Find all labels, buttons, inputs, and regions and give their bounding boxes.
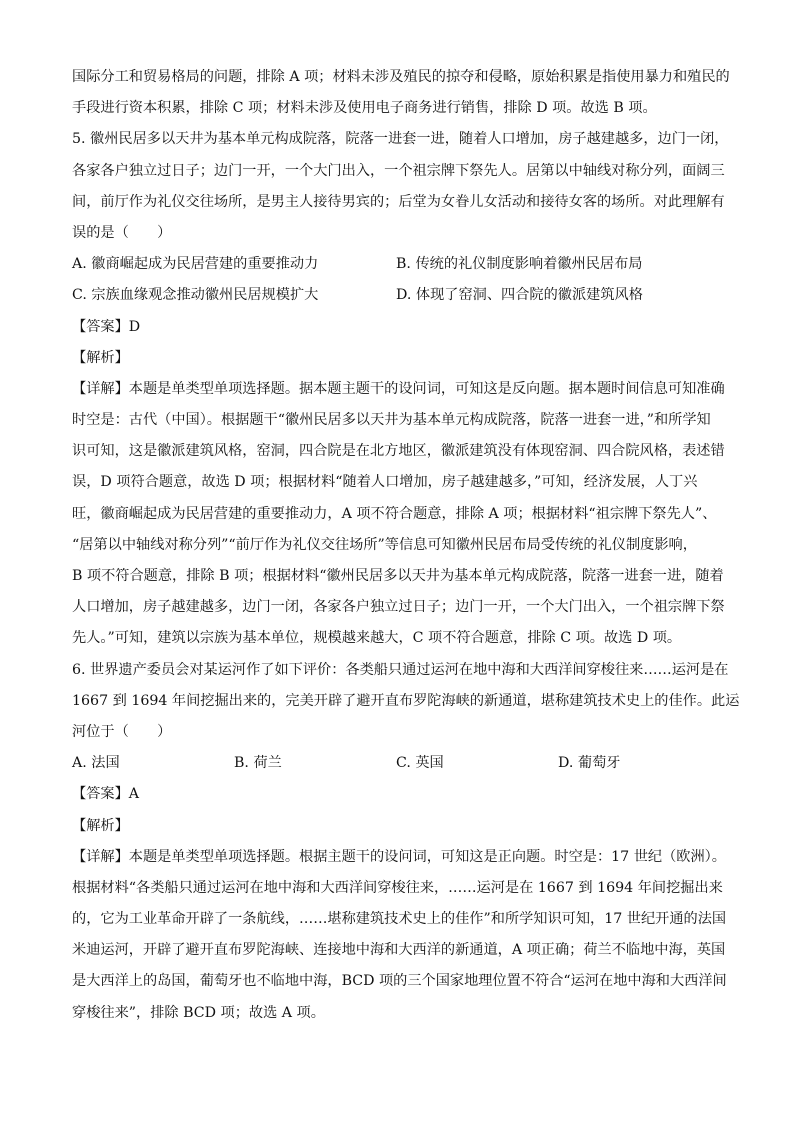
detail-line: “居第以中轴线对称分列”“前厅作为礼仪交往场所”等信息可知徽州民居布局受传统的礼仪制度影响， xyxy=(72,536,697,553)
detail-line: 先人。”可知，建筑以宗族为基本单位，规模越来越大，C 项不符合题意，排除 C 项。故选 D 项。 xyxy=(72,630,682,647)
question-stem-line: 误的是（ ） xyxy=(72,224,172,241)
option-row xyxy=(72,280,732,311)
question-6 xyxy=(72,655,740,1029)
detail-line: 穿梭往来”，排除 BCD 项；故选 A 项。 xyxy=(72,1004,325,1021)
question-stem-line: 1667 到 1694 年间挖掘出来的，完美开辟了避开直布罗陀海峡的新通道，堪称建筑技术史上的佳作。此运 xyxy=(72,692,740,709)
question-stem-line: 各家各户独立过日子；边门一开，一个大门出入，一个祖宗牌下祭先人。居第以中轴线对称分列，面阔三 xyxy=(72,162,725,179)
option-d: D. 体现了窑洞、四合院的徽派建筑风格 xyxy=(396,287,643,304)
answer-label: 【答案】D xyxy=(72,318,141,335)
document-page xyxy=(72,62,740,1029)
option-b: B. 传统的礼仪制度影响着徽州民居布局 xyxy=(396,256,643,273)
detail-line: 旺，徽商崛起成为民居营建的重要推动力，A 项不符合题意，排除 A 项；根据材料“祖宗牌下祭先人”、 xyxy=(72,505,717,522)
question-5 xyxy=(72,124,732,654)
question-stem-line: 6. 世界遗产委员会对某运河作了如下评价：各类船只通过运河在地中海和大西洋间穿梭往来……运河是在 xyxy=(72,661,729,678)
detail-line: 根据材料“各类船只通过运河在地中海和大西洋间穿梭往来，……运河是在 1667 到 1694 年间挖掘出来 xyxy=(72,879,723,896)
option-row xyxy=(72,249,732,280)
option-a: A. 法国 xyxy=(72,755,120,772)
option-row xyxy=(72,748,732,779)
answer-label: 【答案】A xyxy=(72,786,139,803)
detail-line: 【详解】本题是单类型单项选择题。据本题主题干的设问词，可知这是反向题。据本题时间信息可知准确 xyxy=(72,380,725,397)
question-stem-line: 5. 徽州民居多以天井为基本单元构成院落，院落一进套一进，随着人口增加，房子越建越多，边门一闭， xyxy=(72,131,729,148)
option-b: B. 荷兰 xyxy=(234,755,282,772)
detail-line: 是大西洋上的岛国，葡萄牙也不临地中海，BCD 项的三个国家地理位置不符合“运河在地中海和大西洋间 xyxy=(72,973,727,990)
detail-line: 时空是：古代（中国）。根据题干“徽州民居多以天井为基本单元构成院落，院落一进套一进，”和所学知 xyxy=(72,412,711,429)
text-line: 国际分工和贸易格局的问题，排除 A 项；材料未涉及殖民的掠夺和侵略，原始积累是指使用暴力和殖民的 xyxy=(72,69,730,85)
detail-line: 的，它为工业革命开辟了一条航线，……堪称建筑技术史上的佳作”和所学知识可知，17 世纪开通的法国 xyxy=(72,911,727,928)
question-stem-line: 河位于（ ） xyxy=(72,723,172,740)
detail-line: 米迪运河，开辟了避开直布罗陀海峡、连接地中海和大西洋的新通道，A 项正确；荷兰不临地中海，英国 xyxy=(72,942,726,959)
analysis-label: 【解析】 xyxy=(72,349,129,366)
option-a: A. 徽商崛起成为民居营建的重要推动力 xyxy=(72,256,319,273)
question-stem-line: 间，前厅作为礼仪交往场所，是男主人接待男宾的；后堂为女眷儿女活动和接待女客的场所。对此理解有 xyxy=(72,193,725,210)
option-d: D. 葡萄牙 xyxy=(558,755,621,772)
option-c: C. 宗族血缘观念推动徽州民居规模扩大 xyxy=(72,287,319,304)
detail-line: 误，D 项符合题意，故选 D 项；根据材料“随着人口增加，房子越建越多，”可知，经济发展，人丁兴 xyxy=(72,474,698,491)
detail-line: 【详解】本题是单类型单项选择题。根据主题干的设问词，可知这是正向题。时空是：17 世纪（欧洲）。 xyxy=(72,848,726,865)
option-c: C. 英国 xyxy=(396,755,444,772)
detail-line: 识可知，这是徽派建筑风格，窑洞，四合院是在北方地区，徽派建筑没有体现窑洞、四合院风格，表述错 xyxy=(72,443,725,460)
analysis-label: 【解析】 xyxy=(72,817,129,834)
detail-line: 人口增加，房子越建越多，边门一闭，各家各户独立过日子；边门一开，一个大门出入，一个祖宗牌下祭 xyxy=(72,599,725,616)
text-line: 手段进行资本积累，排除 C 项；材料未涉及使用电子商务进行销售，排除 D 项。故选 B 项。 xyxy=(72,100,657,117)
previous-explanation-tail xyxy=(72,62,732,124)
detail-line: B 项不符合题意，排除 B 项；根据材料“徽州民居多以天井为基本单元构成院落，院落一进套一进，随着 xyxy=(72,568,724,584)
